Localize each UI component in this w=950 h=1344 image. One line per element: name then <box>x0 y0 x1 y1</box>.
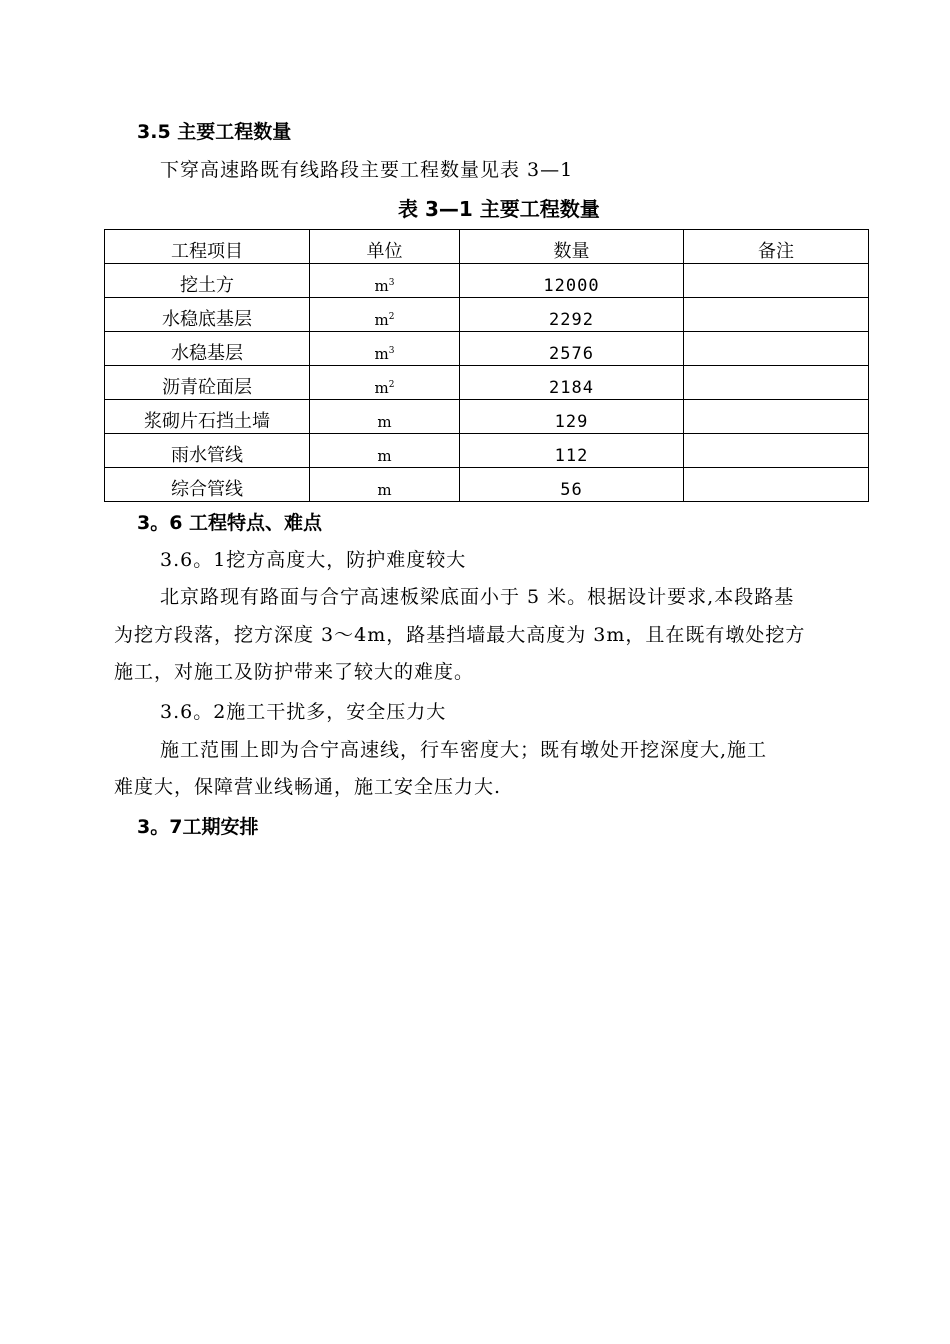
cell-note <box>684 366 869 400</box>
cell-unit <box>310 332 460 366</box>
section-3-5-intro: 下穿高速路既有线路段主要工程数量见表 3—1 <box>160 159 574 181</box>
unit-base: m <box>374 277 389 295</box>
cell-quantity: 2184 <box>460 366 684 400</box>
cell-unit <box>310 264 460 298</box>
cell-quantity: 129 <box>460 400 684 434</box>
table-row <box>105 332 869 366</box>
cell-item: 浆砌片石挡土墙 <box>105 400 310 434</box>
table-row <box>105 298 869 332</box>
header-quantity: 数量 <box>460 230 684 264</box>
section-3-6-1-line-1: 北京路现有路面与合宁高速板梁底面小于 5 米。根据设计要求,本段路基 <box>160 586 795 608</box>
section-3-6-heading: 3。6 工程特点、难点 <box>137 512 323 534</box>
section-3-5-heading: 3.5 主要工程数量 <box>137 121 292 143</box>
unit-base: m <box>374 379 389 397</box>
section-3-6-2-heading: 3.6。2施工干扰多，安全压力大 <box>160 701 447 723</box>
section-3-6-2-line-2: 难度大，保障营业线畅通，施工安全压力大. <box>114 776 502 798</box>
cell-unit <box>310 434 460 468</box>
section-3-6-1-heading: 3.6。1挖方高度大，防护难度较大 <box>160 549 467 571</box>
header-note: 备注 <box>684 230 869 264</box>
cell-unit <box>310 400 460 434</box>
cell-note <box>684 468 869 502</box>
cell-item: 雨水管线 <box>105 434 310 468</box>
unit-exponent: 2 <box>388 380 395 390</box>
table-row <box>105 434 869 468</box>
table-row <box>105 400 869 434</box>
unit-base: m <box>377 481 392 499</box>
header-item: 工程项目 <box>105 230 310 264</box>
cell-note <box>684 434 869 468</box>
cell-unit <box>310 366 460 400</box>
table-caption: 表 3—1 主要工程数量 <box>398 197 600 221</box>
header-unit: 单位 <box>310 230 460 264</box>
cell-quantity: 56 <box>460 468 684 502</box>
unit-base: m <box>377 413 392 431</box>
cell-unit <box>310 468 460 502</box>
cell-item: 水稳底基层 <box>105 298 310 332</box>
cell-note <box>684 332 869 366</box>
table-row <box>105 468 869 502</box>
unit-base: m <box>374 345 389 363</box>
cell-unit <box>310 298 460 332</box>
unit-base: m <box>377 447 392 465</box>
unit-exponent: 3 <box>388 278 395 288</box>
cell-note <box>684 400 869 434</box>
table-row <box>105 366 869 400</box>
section-3-6-2-line-1: 施工范围上即为合宁高速线，行车密度大；既有墩处开挖深度大,施工 <box>160 739 768 761</box>
cell-quantity: 2576 <box>460 332 684 366</box>
unit-exponent: 2 <box>388 312 395 322</box>
table-header-row <box>105 230 869 264</box>
quantity-table <box>104 229 869 502</box>
cell-item: 综合管线 <box>105 468 310 502</box>
cell-note <box>684 298 869 332</box>
section-3-6-1-line-3: 施工，对施工及防护带来了较大的难度。 <box>114 661 475 683</box>
cell-item: 水稳基层 <box>105 332 310 366</box>
cell-quantity: 2292 <box>460 298 684 332</box>
unit-exponent: 3 <box>388 346 395 356</box>
cell-quantity: 12000 <box>460 264 684 298</box>
cell-quantity: 112 <box>460 434 684 468</box>
table-row <box>105 264 869 298</box>
unit-base: m <box>374 311 389 329</box>
cell-item: 沥青砼面层 <box>105 366 310 400</box>
cell-note <box>684 264 869 298</box>
section-3-6-1-line-2: 为挖方段落，挖方深度 3～4m，路基挡墙最大高度为 3m，且在既有墩处挖方 <box>114 624 806 646</box>
cell-item: 挖土方 <box>105 264 310 298</box>
section-3-7-heading: 3。7工期安排 <box>137 816 259 838</box>
